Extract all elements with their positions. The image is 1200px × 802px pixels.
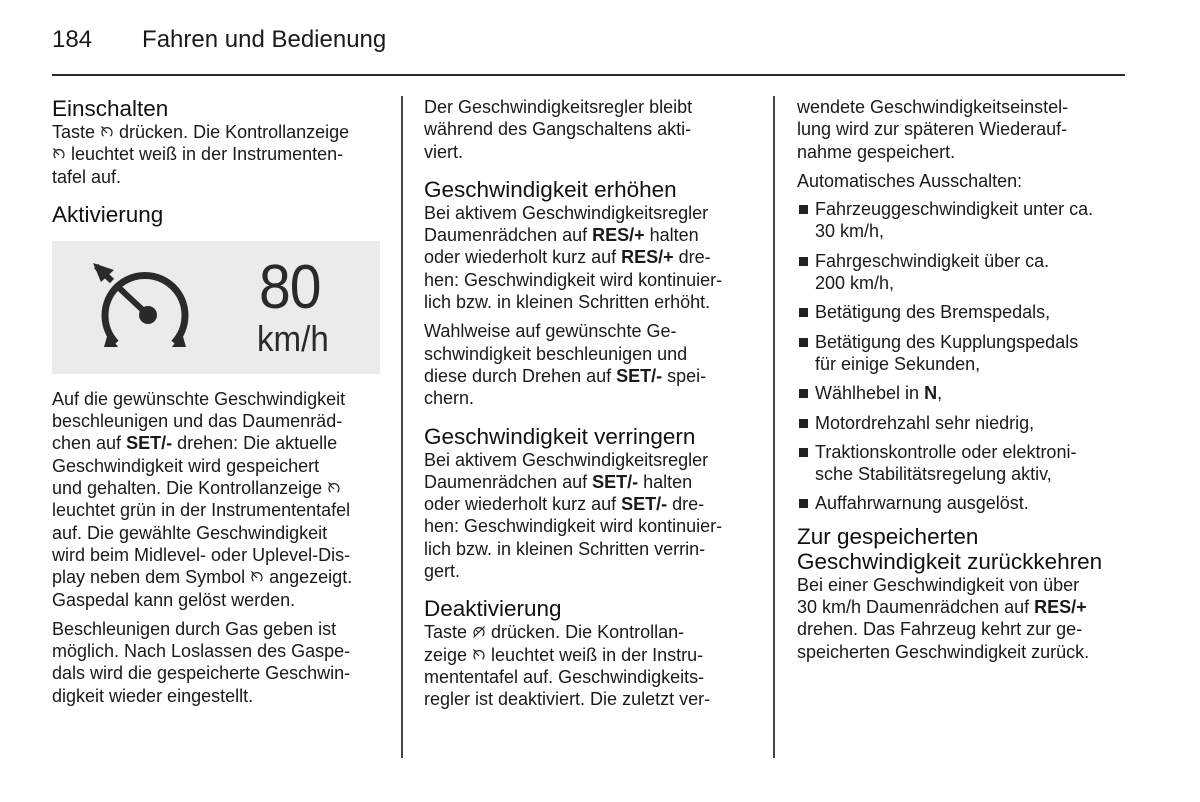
text-span: Wahlweise auf gewünschte Ge- <box>424 321 677 342</box>
cruise-control-icon <box>327 481 341 495</box>
text-span: drehen. Das Fahrzeug kehrt zur ge- <box>797 619 1083 640</box>
einschalten-text <box>52 121 382 188</box>
text-span: während des Gangschaltens akti- <box>424 119 692 140</box>
cruise-off-icon <box>472 625 486 639</box>
heading-geschwindigkeit-erhoehen: Geschwindigkeit erhöhen <box>424 176 677 202</box>
text-span: drücken. Die Kontrollanzeige <box>114 122 350 142</box>
cruise-control-icon <box>100 125 114 139</box>
text-span: Taste <box>52 122 101 142</box>
text-span: mententafel auf. Geschwindigkeits- <box>424 666 705 687</box>
text-span: oder wiederholt kurz auf <box>424 494 622 515</box>
text-span: chen auf <box>52 433 127 454</box>
speed-unit: km/h <box>257 317 329 359</box>
zurueckkehren-paragraph <box>797 574 1137 663</box>
text-span: leuchtet grün in der Instrumententafel <box>52 500 351 521</box>
text-span: 200 km/h, <box>815 273 895 294</box>
text-span: sche Stabilitätsregelung aktiv, <box>815 464 1052 485</box>
column-divider-1 <box>401 96 403 758</box>
text-span: , <box>937 383 943 404</box>
control-label: SET/- <box>592 471 639 492</box>
heading-zur-gespeicherten <box>797 524 1137 574</box>
text-span: Auffahrwarnung ausgelöst. <box>815 493 1029 514</box>
text-span: 30 km/h, <box>815 221 885 242</box>
speed-value: 80 <box>259 252 321 322</box>
control-label: SET/- <box>616 365 663 386</box>
text-span: Bei aktivem Geschwindigkeitsregler <box>424 202 709 223</box>
text-span: hen: Geschwindigkeit wird kontinuier- <box>424 516 723 537</box>
aktivierung-paragraph-1 <box>52 388 382 611</box>
text-span: für einige Sekunden, <box>815 353 981 374</box>
text-span: Fahrzeuggeschwindigkeit unter ca. <box>815 199 1094 220</box>
heading-aktivierung: Aktivierung <box>52 201 164 227</box>
wahlweise-paragraph <box>424 320 756 409</box>
speedometer-icon <box>90 259 198 359</box>
text-span: oder wiederholt kurz auf <box>424 247 622 268</box>
text-span: tafel auf. <box>52 166 122 187</box>
text-span: Traktionskontrolle oder elektroni- <box>815 441 1077 462</box>
text-span: Fahrgeschwindigkeit über ca. <box>815 250 1050 271</box>
list-item <box>797 331 1137 376</box>
list-item <box>797 382 1137 404</box>
list-item <box>797 198 1137 243</box>
text-span: zeige <box>424 644 473 665</box>
cruise-display-illustration <box>52 241 380 374</box>
list-item <box>797 301 1137 323</box>
text-span: Beschleunigen durch Gas geben ist <box>52 618 337 639</box>
text-span: drücken. Die Kontrollan- <box>486 622 685 643</box>
text-span: Betätigung des Kupplungspedals <box>815 331 1079 352</box>
text-span: chern. <box>424 388 475 409</box>
gangschalten-paragraph <box>424 96 756 163</box>
column-2 <box>424 96 756 711</box>
control-label: SET/- <box>621 494 668 515</box>
text-span: wird beim Midlevel- oder Uplevel-Dis- <box>52 544 351 565</box>
text-span: halten <box>638 471 693 492</box>
text-span: Bei aktivem Geschwindigkeitsregler <box>424 449 709 470</box>
text-span: dre- <box>667 494 705 515</box>
text-span: beschleunigen und das Daumenräd- <box>52 411 343 432</box>
list-item <box>797 250 1137 295</box>
text-span: Gaspedal kann gelöst werden. <box>52 589 296 610</box>
cruise-control-icon <box>52 147 66 161</box>
text-span: 30 km/h Daumenrädchen auf <box>797 597 1035 618</box>
erhoehen-paragraph <box>424 202 756 313</box>
text-span: spei- <box>662 365 707 386</box>
text-span: wendete Geschwindigkeitseinstel- <box>797 97 1069 117</box>
control-label: SET/- <box>126 433 173 454</box>
column-1 <box>52 96 382 707</box>
text-span: auf. Die gewählte Geschwindigkeit <box>52 522 328 543</box>
text-span: diese durch Drehen auf <box>424 365 617 386</box>
control-label: RES/+ <box>1034 597 1087 618</box>
text-span: dre- <box>673 247 711 268</box>
heading-einschalten: Einschalten <box>52 96 169 121</box>
heading-geschwindigkeit-verringern: Geschwindigkeit verringern <box>424 423 696 449</box>
text-span: lich bzw. in kleinen Schritten erhöht. <box>424 292 711 313</box>
header-divider <box>52 74 1125 76</box>
auto-off-list <box>797 198 1137 515</box>
text-span: Motordrehzahl sehr niedrig, <box>815 412 1035 433</box>
text-span: hen: Geschwindigkeit wird kontinuier- <box>424 269 723 290</box>
text-span: Bei einer Geschwindigkeit von über <box>797 574 1080 595</box>
column-3 <box>797 96 1137 663</box>
text-span: dals wird die gespeicherte Geschwin- <box>52 663 351 684</box>
text-span: und gehalten. Die Kontrollanzeige <box>52 478 328 499</box>
text-span: Taste <box>424 622 473 643</box>
auto-off-label: Automatisches Ausschalten: <box>797 170 1023 191</box>
text-span: Der Geschwindigkeitsregler bleibt <box>424 97 693 117</box>
text-span: viert. <box>424 141 464 162</box>
text-span: digkeit wieder eingestellt. <box>52 685 254 706</box>
page-header <box>52 26 386 56</box>
text-span: Geschwindigkeit wird gespeichert <box>52 455 320 476</box>
control-label: RES/+ <box>592 225 645 246</box>
list-item <box>797 441 1137 486</box>
column-divider-2 <box>773 96 775 758</box>
text-span: Wählhebel in <box>815 383 925 404</box>
text-span: regler ist deaktiviert. Die zuletzt ver- <box>424 689 711 710</box>
text-span: play neben dem Symbol <box>52 567 251 588</box>
control-label: N <box>924 383 938 404</box>
text-span: angezeigt. <box>264 567 353 588</box>
text-span: Daumenrädchen auf <box>424 225 593 246</box>
continuation-paragraph <box>797 96 1137 163</box>
text-span: Zur gespeicherten <box>797 523 979 549</box>
text-span: schwindigkeit beschleunigen und <box>424 343 688 364</box>
text-span: halten <box>644 225 699 246</box>
control-label: RES/+ <box>621 247 674 268</box>
cruise-control-icon <box>472 648 486 662</box>
text-span: möglich. Nach Loslassen des Gaspe- <box>52 641 351 662</box>
text-span: leuchtet weiß in der Instrumenten- <box>66 144 344 165</box>
text-span: speicherten Geschwindigkeit zurück. <box>797 641 1090 662</box>
heading-deaktivierung: Deaktivierung <box>424 596 562 622</box>
text-span: Geschwindigkeit zurückkehren <box>797 548 1103 574</box>
verringern-paragraph <box>424 449 756 583</box>
deaktivierung-paragraph <box>424 621 756 710</box>
text-span: Auf die gewünschte Geschwindigkeit <box>52 388 346 409</box>
text-span: lich bzw. in kleinen Schritten verrin- <box>424 538 706 559</box>
text-span: Daumenrädchen auf <box>424 471 593 492</box>
page-title: Fahren und Bedienung <box>142 26 387 53</box>
text-span: drehen: Die aktuelle <box>172 433 338 454</box>
list-item <box>797 492 1137 514</box>
text-span: Betätigung des Bremspedals, <box>815 302 1051 323</box>
page-number: 184 <box>52 26 93 53</box>
text-span: leuchtet weiß in der Instru- <box>486 644 704 665</box>
list-item <box>797 412 1137 434</box>
aktivierung-paragraph-2 <box>52 618 382 707</box>
text-span: gert. <box>424 561 461 582</box>
text-span: nahme gespeichert. <box>797 141 956 162</box>
cruise-control-icon <box>250 570 264 584</box>
text-span: lung wird zur späteren Wiederauf- <box>797 119 1068 140</box>
